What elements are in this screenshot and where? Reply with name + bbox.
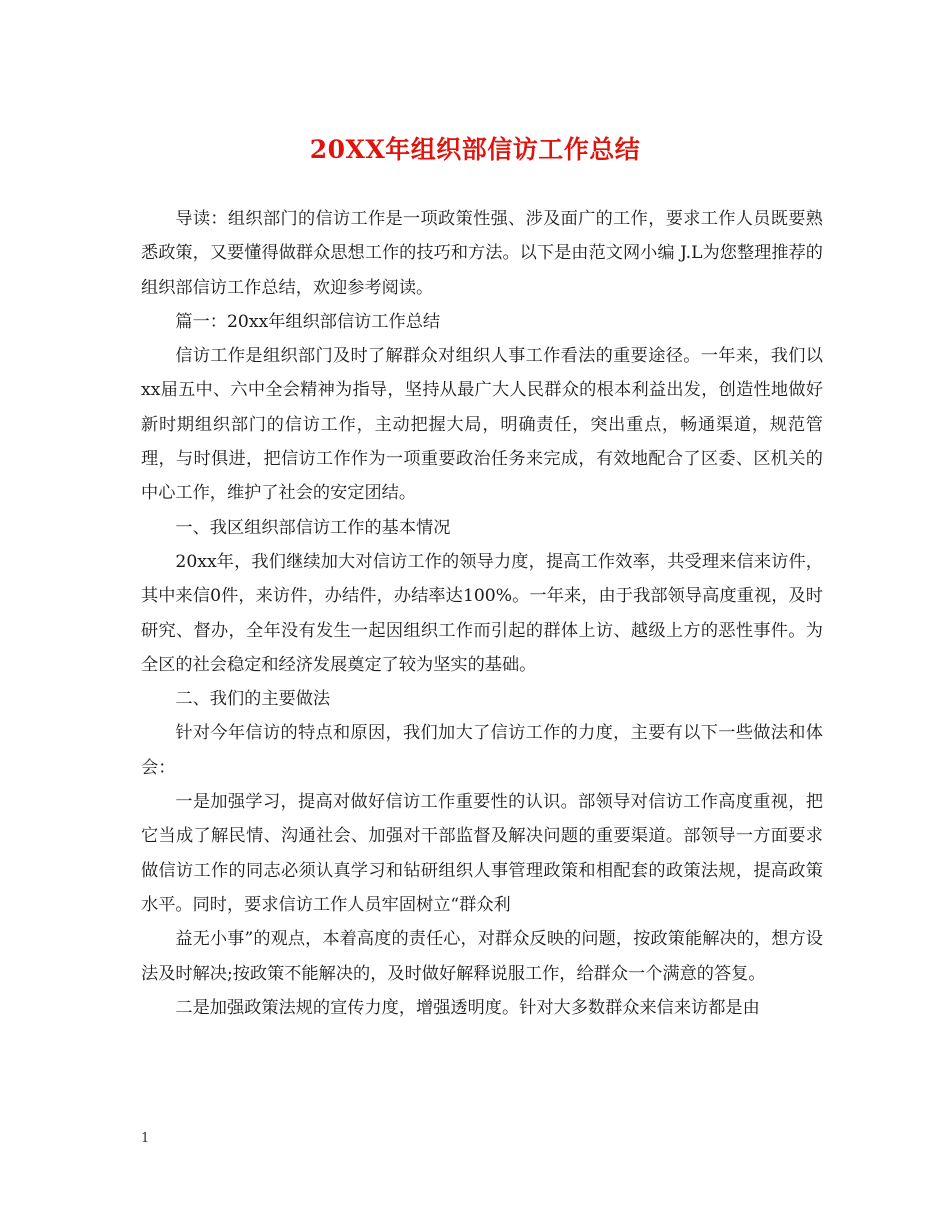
paragraph-section-heading: 篇一：20xx年组织部信访工作总结 [175, 311, 441, 332]
document-body [141, 202, 823, 1025]
paragraph-intro: 导读：组织部门的信访工作是一项政策性强、涉及面广的工作，要求工作人员既要熟悉政策，又要懂得做群众思想工作的技巧和方法。以下是由范文网小编 J.L为您整理推荐的组织部信访工作总结，欢迎参考阅读。 [141, 209, 823, 298]
paragraph: 针对今年信访的特点和原因，我们加大了信访工作的力度，主要有以下一些做法和体会： [141, 723, 823, 778]
paragraph-heading: 一、我区组织部信访工作的基本情况 [175, 517, 451, 538]
paragraph: 20xx年，我们继续加大对信访工作的领导力度，提高工作效率，共受理来信来访件，其中来信0件，来访件，办结件，办结率达100%。一年来，由于我部领导高度重视，及时研究、督办，全年没有发生一起因组织工作而引起的群体上访、越级上方的恶性事件。为全区的社会稳定和经济发展奠定了较为坚实的基础。 [141, 551, 823, 675]
page-number: 1 [141, 1131, 150, 1146]
paragraph: 信访工作是组织部门及时了解群众对组织人事工作看法的重要途径。一年来，我们以xx届五中、六中全会精神为指导，坚持从最广大人民群众的根本利益出发，创造性地做好新时期组织部门的信访工作，主动把握大局，明确责任，突出重点，畅通渠道，规范管理，与时俱进，把信访工作作为一项重要政治任务来完成，有效地配合了区委、区机关的中心工作，维护了社会的安定团结。 [141, 346, 823, 504]
paragraph-heading: 二、我们的主要做法 [175, 689, 331, 710]
paragraph: 一是加强学习，提高对做好信访工作重要性的认识。部领导对信访工作高度重视，把它当成了解民情、沟通社会、加强对干部监督及解决问题的重要渠道。部领导一方面要求做信访工作的同志必须认真学习和钻研组织人事管理政策和相配套的政策法规，提高政策水平。同时，要求信访工作人员牢固树立“群众利 [141, 792, 823, 915]
paragraph: 二是加强政策法规的宣传力度，增强透明度。针对大多数群众来信来访都是由 [175, 997, 760, 1018]
page-title: 20XX年组织部信访工作总结 [309, 135, 641, 164]
paragraph: 益无小事”的观点，本着高度的责任心，对群众反映的问题，按政策能解决的，想方设法及时解决;按政策不能解决的，及时做好解释说服工作，给群众一个满意的答复。 [141, 929, 823, 984]
